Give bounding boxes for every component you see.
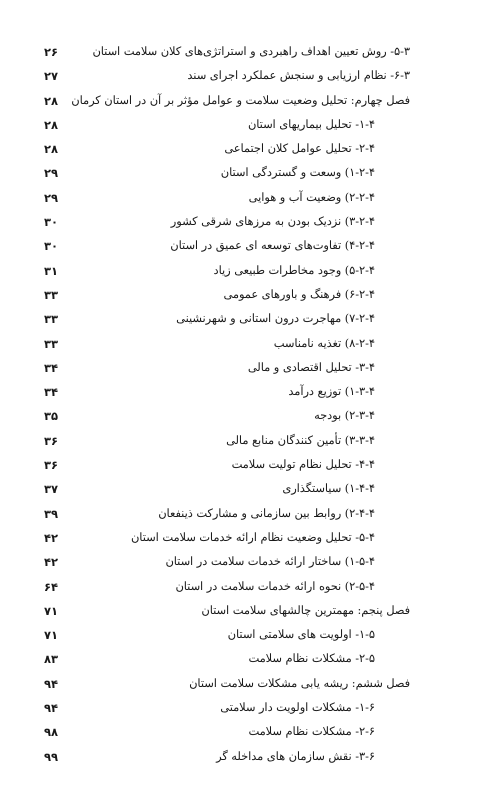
- toc-entry-title: ۱-۳-۴) توزیع درآمد: [288, 385, 375, 399]
- toc-entry-title: ۱-۶- مشکلات اولویت دار سلامتی: [220, 701, 375, 715]
- toc-entry[interactable]: [43, 696, 410, 720]
- toc-entry-page-number: ۲۶: [43, 45, 58, 59]
- toc-entry-title: ۵-۳- روش تعیین اهداف راهبردی و استراتژی‌های کلان سلامت استان: [92, 45, 410, 58]
- toc-entry[interactable]: [43, 356, 410, 380]
- toc-entry[interactable]: [43, 429, 410, 453]
- toc-entry-page-number: ۳۶: [43, 433, 58, 448]
- toc-entry-title: ۱-۵-۴) ساختار ارائه خدمات سلامت در استان: [165, 555, 375, 569]
- toc-entry-page-number: ۳۳: [43, 336, 58, 351]
- toc-entry-page-number: ۳۵: [43, 409, 58, 424]
- toc-entry[interactable]: [43, 453, 410, 477]
- toc-entry-page-number: ۶۴: [43, 579, 58, 594]
- toc-entry[interactable]: [43, 40, 410, 64]
- toc-entry-page-number: ۳۹: [43, 506, 58, 521]
- toc-entry[interactable]: [43, 210, 410, 234]
- toc-entry[interactable]: [43, 137, 410, 161]
- toc-entry[interactable]: [43, 234, 410, 258]
- toc-entry-page-number: ۲۷: [43, 69, 58, 84]
- toc-entry[interactable]: [43, 575, 410, 599]
- toc-entry-page-number: ۹۴: [43, 676, 58, 691]
- toc-entry-title: ۲-۴-۴) روابط بین سازمانی و مشارکت ذینفعان: [158, 506, 375, 520]
- toc-entry-title: ۲-۶- مشکلات نظام سلامت: [248, 725, 375, 739]
- toc-entry-page-number: ۳۰: [43, 239, 58, 254]
- toc-entry[interactable]: [43, 720, 410, 744]
- toc-entry-page-number: ۳۳: [43, 312, 58, 327]
- toc-entry[interactable]: [43, 161, 410, 185]
- toc-entry[interactable]: [43, 259, 410, 283]
- toc-entry-title: فصل چهارم: تحلیل وضعیت سلامت و عوامل مؤثر بر آن در استان کرمان: [71, 93, 410, 107]
- toc-entry-title: ۲-۴- تحلیل عوامل کلان اجتماعی: [224, 142, 375, 156]
- toc-entry-page-number: ۳۱: [43, 263, 58, 278]
- toc-entry[interactable]: [43, 745, 410, 769]
- toc-entry-page-number: ۷۱: [43, 603, 58, 618]
- toc-entry-page-number: ۹۴: [43, 701, 58, 716]
- toc-entry[interactable]: [43, 599, 410, 623]
- toc-entry[interactable]: [43, 64, 410, 88]
- toc-entry-page-number: ۴۲: [43, 530, 58, 545]
- toc-entry-page-number: ۲۸: [43, 93, 58, 108]
- toc-entry-title: ۵-۲-۴) وجود مخاطرات طبیعی زیاد: [213, 263, 375, 277]
- toc-entry-title: ۳-۴- تحلیل اقتصادی و مالی: [247, 360, 375, 374]
- toc-entry-page-number: ۲۸: [43, 117, 58, 132]
- toc-entry[interactable]: [43, 672, 410, 696]
- toc-entry-title: ۱-۵- اولویت های سلامتی استان: [227, 628, 375, 642]
- toc-entry[interactable]: [43, 502, 410, 526]
- toc-entry-page-number: ۸۳: [43, 652, 58, 667]
- toc-entry-title: ۱-۲-۴) وسعت و گستردگی استان: [220, 166, 375, 180]
- toc-entry-page-number: ۲۸: [43, 142, 58, 157]
- toc-entry[interactable]: [43, 380, 410, 404]
- toc-entry-title: فصل ششم: ریشه یابی مشکلات سلامت استان: [189, 676, 410, 690]
- toc-entry[interactable]: [43, 550, 410, 574]
- toc-entry[interactable]: [43, 477, 410, 501]
- toc-entry[interactable]: [43, 332, 410, 356]
- toc-entry-title: فصل پنجم: مهمترین چالشهای سلامت استان: [201, 603, 410, 617]
- toc-entry-page-number: ۲۹: [43, 166, 58, 181]
- toc-entry[interactable]: [43, 647, 410, 671]
- toc-entry-title: ۳-۲-۴) نزدیک بودن به مرزهای شرقی کشور: [170, 215, 375, 229]
- toc-entry-title: ۵-۴- تحلیل وضعیت نظام ارائه خدمات سلامت استان: [131, 530, 375, 544]
- toc-entry-page-number: ۳۴: [43, 360, 58, 375]
- toc-entry-title: ۶-۳- نظام ارزیابی و سنجش عملکرد اجرای سند: [187, 69, 410, 83]
- toc-entry-page-number: ۷۱: [43, 628, 58, 643]
- toc-entry[interactable]: [43, 623, 410, 647]
- toc-entry-page-number: ۳۰: [43, 215, 58, 230]
- toc-entry-title: ۳-۶- نقش سازمان های مداخله گر: [216, 749, 375, 763]
- toc-entry-title: ۲-۵-۴) نحوه ارائه خدمات سلامت در استان: [175, 579, 375, 593]
- toc-entry-title: ۱-۴-۴) سیاستگذاری: [282, 482, 375, 496]
- toc-entry-title: ۲-۵- مشکلات نظام سلامت: [248, 652, 375, 666]
- toc-entry[interactable]: [43, 526, 410, 550]
- toc-entry-page-number: ۳۷: [43, 482, 58, 497]
- toc-entry[interactable]: [43, 307, 410, 331]
- toc-entry-page-number: ۹۸: [43, 725, 58, 740]
- toc-entry-title: ۳-۳-۴) تأمین کنندگان منابع مالی: [226, 433, 375, 447]
- toc-entry-title: ۴-۲-۴) تفاوت‌های توسعه ای عمیق در استان: [170, 239, 375, 253]
- toc-entry-title: ۱-۴- تحلیل بیماریهای استان: [247, 117, 375, 131]
- toc-entry-page-number: ۳۳: [43, 287, 58, 302]
- toc-entry-title: ۶-۲-۴) فرهنگ و باورهای عمومی: [223, 287, 375, 301]
- toc-entry[interactable]: [43, 404, 410, 428]
- toc-entry[interactable]: [43, 186, 410, 210]
- toc-entry[interactable]: [43, 283, 410, 307]
- toc-entry-title: ۲-۳-۴) بودجه: [314, 409, 375, 423]
- toc-entry-page-number: ۴۲: [43, 555, 58, 570]
- toc-entry-page-number: ۲۹: [43, 190, 58, 205]
- toc-entry-title: ۴-۴- تحلیل نظام تولیت سلامت: [231, 458, 375, 472]
- toc-entry-page-number: ۳۶: [43, 458, 58, 473]
- toc-entry-title: ۲-۲-۴) وضعیت آب و هوایی: [248, 190, 375, 204]
- toc-entry-page-number: ۹۹: [43, 749, 58, 764]
- toc-entry-page-number: ۳۴: [43, 385, 58, 400]
- toc-entry[interactable]: [43, 113, 410, 137]
- toc-entry-title: ۷-۲-۴) مهاجرت درون استانی و شهرنشینی: [176, 312, 375, 326]
- toc-entry-title: ۸-۲-۴) تغذیه نامناسب: [273, 336, 375, 350]
- table-of-contents: [43, 40, 410, 769]
- toc-entry[interactable]: [43, 89, 410, 113]
